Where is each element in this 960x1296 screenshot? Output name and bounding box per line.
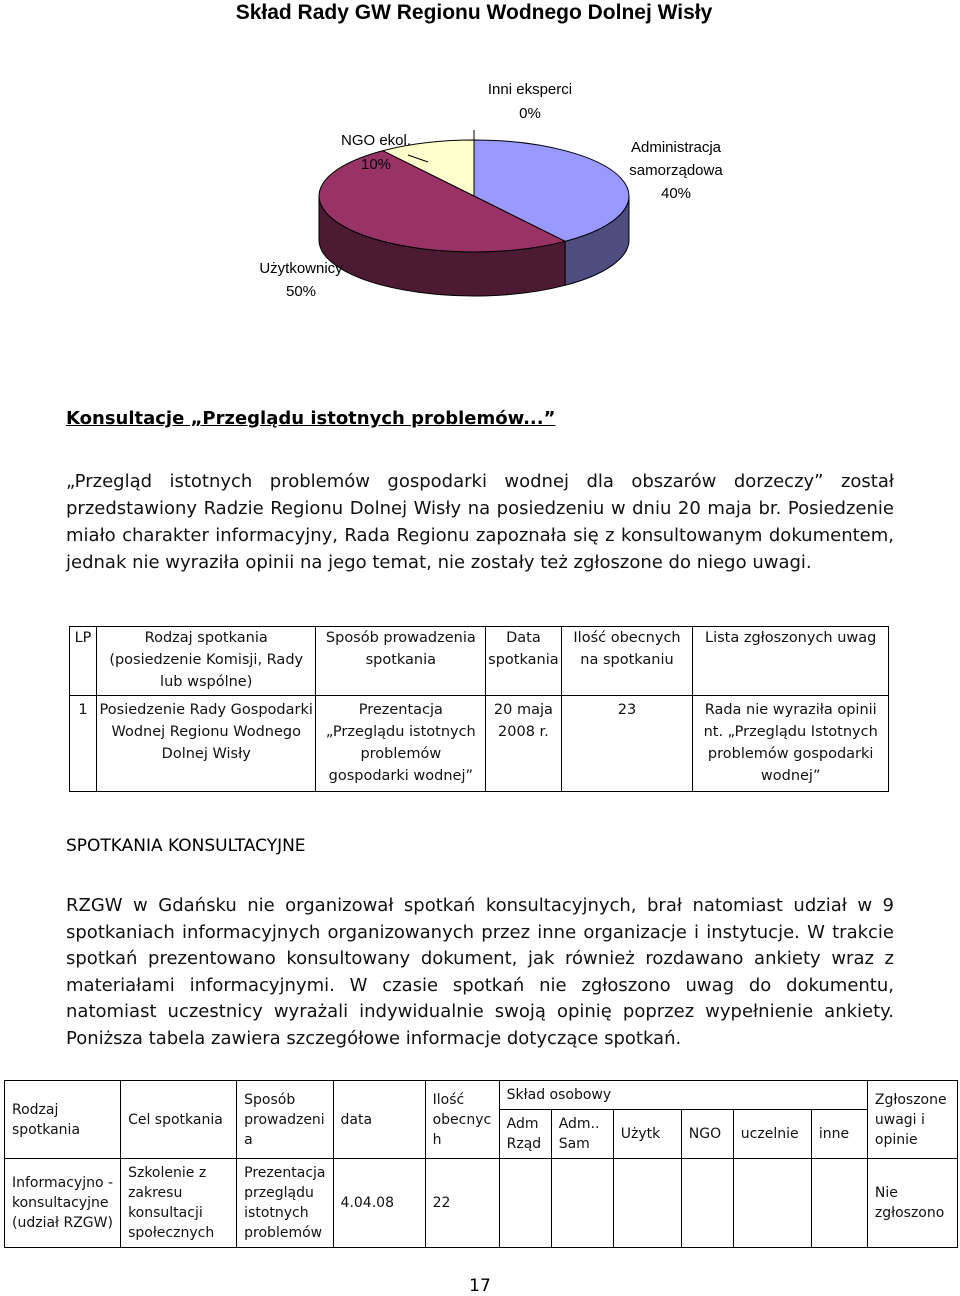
chart-title: Skład Rady GW Regionu Wodnego Dolnej Wisły bbox=[235, 1, 713, 24]
header-sklad: Skład osobowy bbox=[499, 1081, 867, 1110]
label-ngo-pct: 10% bbox=[360, 156, 392, 173]
label-admin-pct: 40% bbox=[660, 185, 692, 202]
header-inne: inne bbox=[811, 1110, 867, 1159]
page-number: 17 bbox=[469, 1276, 491, 1296]
label-ngo-name: NGO ekol. bbox=[340, 132, 412, 149]
label-admin-name: Administracja bbox=[630, 139, 722, 156]
header-ngo: NGO bbox=[681, 1110, 733, 1159]
cell-rodzaj: Posiedzenie Rady Gospodarki Wodnej Regionu Wodnego Dolnej Wisły bbox=[96, 696, 316, 792]
header-lp: LP bbox=[70, 627, 97, 696]
cell-data: 20 maja 2008 r. bbox=[486, 696, 561, 792]
cell-inne bbox=[811, 1159, 867, 1248]
header-lista: Lista zgłoszonych uwag bbox=[693, 627, 889, 696]
table-header-row bbox=[70, 627, 889, 696]
header-uzytk: Użytk bbox=[613, 1110, 681, 1159]
cell-lp: 1 bbox=[70, 696, 97, 792]
table-header-row bbox=[5, 1081, 958, 1110]
cell-sposob: Prezentacja „Przeglądu istotnych problemów gospodarki wodnej” bbox=[316, 696, 486, 792]
cell-cel: Szkolenie z zakresu konsultacji społecznych bbox=[121, 1159, 237, 1248]
cell-ngo bbox=[681, 1159, 733, 1248]
council-meetings-table bbox=[69, 626, 889, 792]
cell-ilosc: 23 bbox=[561, 696, 693, 792]
cell-adm-sam bbox=[551, 1159, 613, 1248]
cell-uczelnie bbox=[733, 1159, 811, 1248]
consultation-paragraph: „Przegląd istotnych problemów gospodarki wodnej dla obszarów dorzeczy” został przedstawiony Radzie Regionu Dolnej Wisły na posiedzeniu w dniu 20 maja br. Posiedzenie miało charakter informacyjny, Rada Regionu zapoznała się z konsultowanym dokumentem, jednak nie wyraziła opinii na jego temat, nie zostały też zgłoszone do niego uwagi. bbox=[66, 471, 894, 573]
header-adm-sam: Adm.. Sam bbox=[551, 1110, 613, 1159]
pie-chart bbox=[0, 0, 960, 400]
label-uzytk-name: Użytkownicy bbox=[259, 260, 343, 277]
label-uzytk-pct: 50% bbox=[285, 283, 317, 300]
header-sposob: Sposób prowadzeni a bbox=[237, 1081, 333, 1159]
table-row bbox=[5, 1159, 958, 1248]
cell-uzytk bbox=[613, 1159, 681, 1248]
header-rodzaj: Rodzaj spotkania (posiedzenie Komisji, Rady lub wspólne) bbox=[96, 627, 316, 696]
header-cel: Cel spotkania bbox=[121, 1081, 237, 1159]
cell-data: 4.04.08 bbox=[333, 1159, 425, 1248]
header-rodzaj: Rodzaj spotkania bbox=[5, 1081, 121, 1159]
section-paragraph: RZGW w Gdańsku nie organizował spotkań konsultacyjnych, brał natomiast udział w 9 spotkaniach informacyjnych organizowanych przez inne organizacje i instytucje. W trakcie spotkań prezentowano konsultowany dokument, jak również rozdawano ankiety wraz z materiałami informacyjnymi. W czasie spotkań nie zgłoszono uwag do dokumentu, natomiast uczestnicy wyrażali indywidualnie swoją opinię poprzez wypełnienie ankiety. Poniższa tabela zawiera szczegółowe informacje dotyczące spotkań. bbox=[66, 895, 894, 1049]
cell-lista: Rada nie wyraziła opinii nt. „Przeglądu Istotnych problemów gospodarki wodnej” bbox=[693, 696, 889, 792]
table-row bbox=[70, 696, 889, 792]
label-inni-pct: 0% bbox=[519, 105, 541, 122]
header-data: data bbox=[333, 1081, 425, 1159]
section-heading: SPOTKANIA KONSULTACYJNE bbox=[66, 836, 306, 856]
cell-uwagi: Nie zgłoszono bbox=[867, 1159, 957, 1248]
cell-rodzaj: Informacyjno - konsultacyjne (udział RZGW) bbox=[5, 1159, 121, 1248]
consultation-heading: Konsultacje „Przeglądu istotnych problemów...” bbox=[66, 408, 556, 429]
consultation-meetings-table bbox=[4, 1080, 958, 1248]
cell-sposob: Prezentacja przeglądu istotnych problemów bbox=[237, 1159, 333, 1248]
header-sposob: Sposób prowadzenia spotkania bbox=[316, 627, 486, 696]
header-data: Data spotkania bbox=[486, 627, 561, 696]
label-admin-name2: samorządowa bbox=[629, 162, 723, 179]
cell-ilosc: 22 bbox=[425, 1159, 499, 1248]
header-ilosc: Ilość obecnyc h bbox=[425, 1081, 499, 1159]
header-adm-rzad: Adm Rząd bbox=[499, 1110, 551, 1159]
header-uczelnie: uczelnie bbox=[733, 1110, 811, 1159]
header-uwagi: Zgłoszone uwagi i opinie bbox=[867, 1081, 957, 1159]
label-inni-name: Inni eksperci bbox=[487, 81, 573, 98]
header-ilosc: Ilość obecnych na spotkaniu bbox=[561, 627, 693, 696]
cell-adm-rzad bbox=[499, 1159, 551, 1248]
